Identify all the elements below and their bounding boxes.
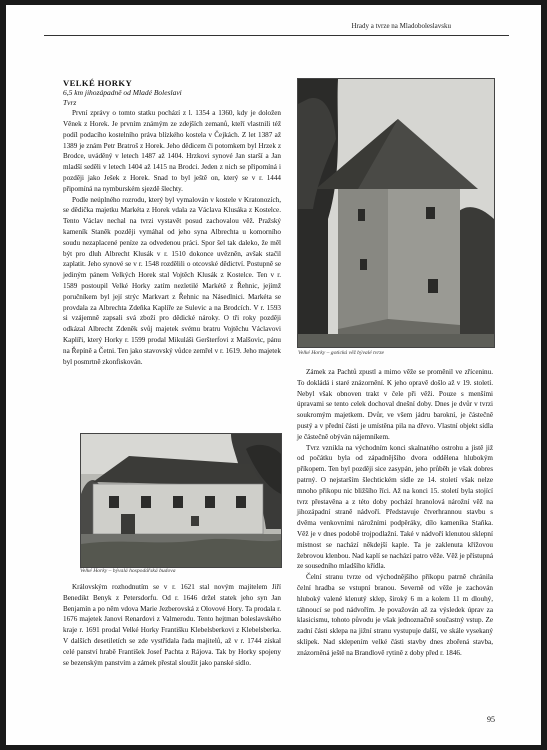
paragraph: Zámek za Pachtů zpustl a mimo věže se proměnil ve zříceninu. To dokládá i staré znázornění. K jeho opravě došlo až v 19. století. Nebyl však obnoven trakt v čele při věži. Pouze s menšími úpravami se tento celek dochoval dnešní doby. Dnes je dvůr v tvrzi soukromým majetkem. Dvůr, ve všem jádru barokní, je částečně pustý a v přední části je umístěna pila na dřevo. Vlastní objekt sídla je částečně obýván nájemníkem. [297,368,493,441]
farm-building-photo [80,433,282,568]
location-subtitle: 6,5 km jihozápadně od Mladé Boleslavi [63,88,182,97]
section-title: VELKÉ HORKY [63,78,133,88]
gothic-tower-illustration [298,79,494,347]
paragraph: Tvrz vznikla na východním konci skalnatého ostrohu a jistě již od počátku byla od západnějšího dvora oddělena hlubokým příkopem. Ten byl později sice zasypán, jeho průběh je však dobres patrný. O nejstarším šlechtickém sídle ze 14. století však nelze mnoho přikopu nic bližšího říci. Až na konci 15. století byla stojící tvrz přestavěna a z této doby pochází hranolová nárožní věž na jihozápadní straně nádvoří. Představuje čtverhrannou stavbu s dvěma venkovními nárožními podpěráky, dílo kameníka Staňka. Věž je v dnes podobě trojpodlažní. Také v nádvoří klenutou sklepní místnost se nachází někdejší kaple. Ta je zaklenuta křížovou žebrovou klenbou. Nad kaplí se nachází patro věže. Věž je přístupná ze sousedního mladšího křídla. [297,443,493,571]
right-column-text [297,367,493,659]
gothic-tower-photo [297,78,495,348]
paragraph: Královským rozhodnutím se v r. 1621 stal novým majitelem Jiří Benedikt Benyk z Petersdorfu. Od r. 1646 držel statek jeho syn Jan Benjamín a po něm vdova Marie Jezberovská z Olovové Hory. Ta prodala r. 1676 majetek Janovi Renardovi z Valmerodu. Tento hejtman boleslavského kraje r. 1691 prodal Velké Horky Františku Klebelsberkovi z Klebelsberka. V dalších desetiletích se zde vystřídala řada majitelů, až v r. 1744 získal celé panství hrabě František Josef Pachta z Rájova. Tak by Horky spojeny se bezenským panstvím a zámek přestal sloužit jako panské sídlo. [63,583,281,667]
running-head: Hrady a tvrze na Mladoboleslavsku [351,22,451,30]
header-rule [44,35,509,36]
paragraph: První zprávy o tomto statku pochází z l. 1354 a 1360, kdy je doložen Věnek z Horek. Je prvním známým ze zdejších zemanů, kteří vlastnili též podíl podacího kostelního práva blízkého kostela v Čejkách. Z let 1387 až 1389 je znám Petr Bratroš z Horek. Jeho dědicem či potomkem byl Hrzek z Brodce, uváděný v letech 1487 až 1404. Hrzkovi synové Jan starší a Jan mladší seděli v letech 1404 až 1415 na Brodci. Jeden z nich se připomíná i později jako Ješek z Horek. Snad to byl ještě on, který se v r. 1444 připomíná na nymburském sjezdě šlechty. [63,109,281,193]
paragraph: Podle neúplného rozrodu, který byl vymalován v kostele v Kratonozích, se dědička majetku Markéta z Horek vdala za Václava Klusáka z Kostelce. Tento Václav nechal na tvrzi vystavět posud zachovalou věž. Pražský kameník Staněk později vymáhal od jeho syna Albrechta u komorního soudu nezaplacené peníze za odvedenou práci. Spor šel tak daleko, že měl být pro dluh Albrecht Klusák v r. 1510 dokonce uvězněn, avšak stačil zaplatit. Jeho synové se v r. 1548 rozdělili o otcovské dědictví. Postupně se jediným pánem Velkých Horek stal Vojtěch Klusák z Kostelce. Ten v r. 1589 postoupil Velké Horky zatím nezletilé Markétě z Řehnic, jejímž poručníkem byl její strýc Markvart z Řehnic na Násedlnici. Markéta se provdala za Albrechta Zdeňka Kaplíře ze Sulevic a na Brodcích. V r. 1593 si vzájemně zapsali svá zboží pro dědické nároky. O tři roky později odkázal Albrecht Zdeněk svůj majetek svému bratru Vojtěchu Václavovi Kaplíři, který Horky r. 1599 prodal Mikuláši Geršterfovi z Malšovic, pánu na Řepíně a Četni. Ten jako stavovský vůdce zemřel v r. 1619. Jeho majetek byl posmrtně zkonfiskován. [63,195,281,366]
tower-caption: Velké Horky – gotická věž bývalé tvrze [298,350,385,356]
left-column-bottom [63,582,281,668]
left-column-top [63,78,281,367]
farm-building-illustration [81,434,281,567]
paragraph: Čelní stranu tvrze od východnějšího příkopu patrně chránila čelní hradba se vstupní branou. Severně od věže je zachován hluboký valené klenutý sklep, široký 6 m a kolem 11 m dlouhý, táhnoucí se pod nádvořím. Je považován až za výsledek úprav za klasicismu, tohoto původu je však jednoznačně součastný vstup. Ze zadní části sklepa na jižní stranu vystupuje další, ve skále vysekaný sklípek. Nad sklepením velké části stavby dnes zbořená stavba, znázorněná ještě na Brandlově rytině z doby před r. 1846. [297,573,493,657]
farm-building-caption: Velké Horky – bývalá hospodářská budova [80,568,176,574]
type-subtitle: Tvrz [63,97,77,107]
page-number: 95 [487,715,495,724]
